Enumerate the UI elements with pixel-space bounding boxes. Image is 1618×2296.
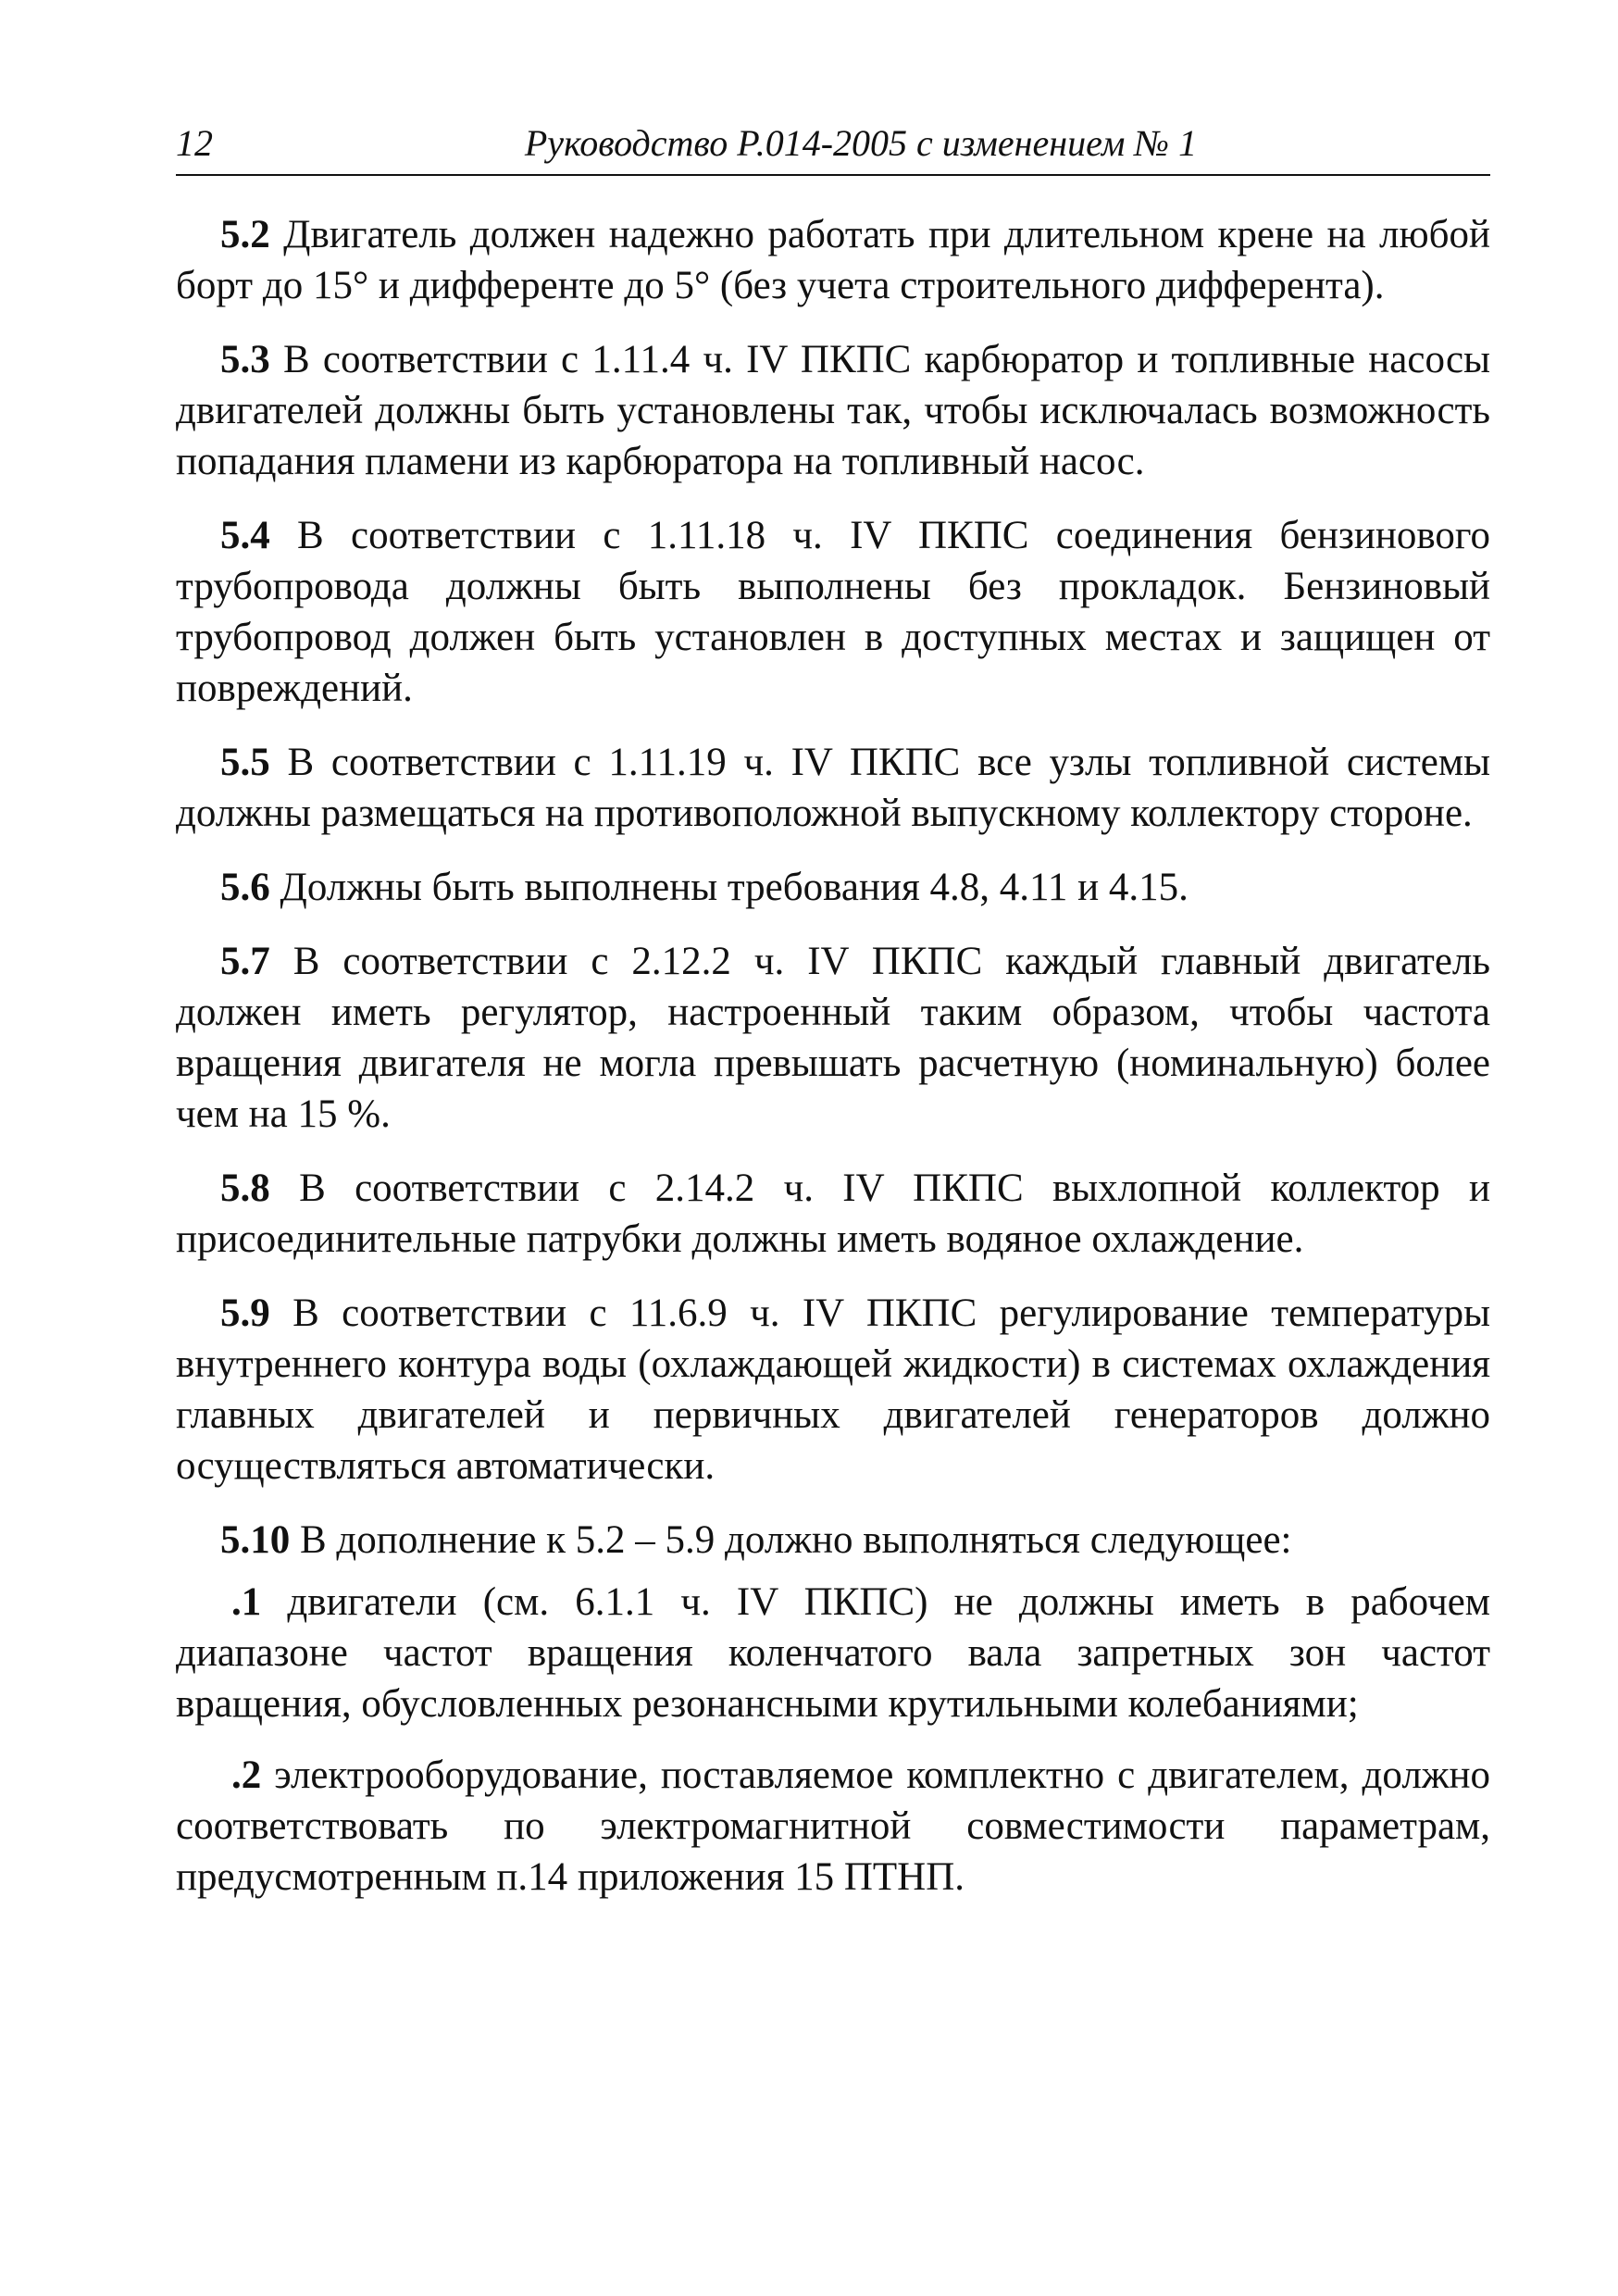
clause-text: В соответствии с 1.11.19 ч. IV ПКПС все узлы топливной системы должны размещаться на противоположной выпускному коллектору стороне. [176, 741, 1490, 835]
subitem-1 [176, 1577, 1490, 1729]
clause-text: В соответствии с 2.12.2 ч. IV ПКПС каждый главный двигатель должен иметь регулятор, настроенный таким образом, чтобы частота вращения двигателя не могла превышать расчетную (номинальную) более чем на 15 %. [176, 940, 1490, 1136]
paragraph-5-10 [176, 1515, 1490, 1566]
clause-number: 5.9 [220, 1292, 270, 1335]
clause-number: 5.10 [220, 1518, 291, 1562]
subitem-number: .1 [231, 1580, 262, 1624]
paragraph-5-5 [176, 737, 1490, 839]
clause-number: 5.7 [220, 940, 270, 983]
clause-text: Двигатель должен надежно работать при длительном крене на любой борт до 15° и дифференте до 5° (без учета строительного дифферента). [176, 213, 1490, 307]
clause-text: В соответствии с 1.11.4 ч. IV ПКПС карбюратор и топливные насосы двигателей должны быть установлены так, чтобы исключалась возможность попадания пламени из карбюратора на топливный насос. [176, 338, 1490, 483]
clause-number: 5.8 [220, 1167, 270, 1210]
clause-number: 5.4 [220, 514, 270, 557]
paragraph-5-2 [176, 209, 1490, 311]
paragraph-5-6 [176, 862, 1490, 913]
page-header [176, 120, 1490, 178]
paragraph-5-4 [176, 510, 1490, 714]
clause-text: В соответствии с 1.11.18 ч. IV ПКПС соединения бензинового трубопровода должны быть выполнены без прокладок. Бензиновый трубопровод должен быть установлен в доступных местах и защищен от повреждений. [176, 514, 1490, 710]
clause-text: Должны быть выполнены требования 4.8, 4.11 и 4.15. [269, 866, 1189, 909]
header-rule [176, 174, 1490, 176]
clause-text: В соответствии с 11.6.9 ч. IV ПКПС регулирование температуры внутреннего контура воды (охлаждающей жидкости) в системах охлаждения главных двигателей и первичных двигателей генераторов должно осуществляться автоматически. [176, 1292, 1490, 1488]
subitem-2 [176, 1750, 1490, 1903]
subitem-number: .2 [231, 1753, 262, 1797]
clause-number: 5.2 [220, 213, 270, 256]
paragraph-5-7 [176, 936, 1490, 1140]
subitem-text: электрооборудование, поставляемое комплектно с двигателем, должно соответствовать по электромагнитной совместимости параметрам, предусмотренным п.14 приложения 15 ПТНП. [176, 1753, 1490, 1899]
running-title: Руководство Р.014-2005 с изменением № 1 [524, 122, 1198, 164]
clause-text: В дополнение к 5.2 – 5.9 должно выполняться следующее: [290, 1518, 1292, 1562]
clause-number: 5.3 [220, 338, 270, 381]
page-number: 12 [176, 122, 213, 164]
clause-number: 5.6 [220, 866, 270, 909]
clause-number: 5.5 [220, 741, 270, 784]
paragraph-5-3 [176, 334, 1490, 487]
paragraph-5-8 [176, 1163, 1490, 1265]
document-page [176, 120, 1490, 1923]
paragraph-5-9 [176, 1288, 1490, 1491]
clause-text: В соответствии с 2.14.2 ч. IV ПКПС выхлопной коллектор и присоединительные патрубки должны иметь водяное охлаждение. [176, 1167, 1490, 1261]
subitem-text: двигатели (см. 6.1.1 ч. IV ПКПС) не должны иметь в рабочем диапазоне частот вращения коленчатого вала запретных зон частот вращения, обусловленных резонансными крутильными колебаниями; [176, 1580, 1490, 1726]
document-body [176, 209, 1490, 1903]
